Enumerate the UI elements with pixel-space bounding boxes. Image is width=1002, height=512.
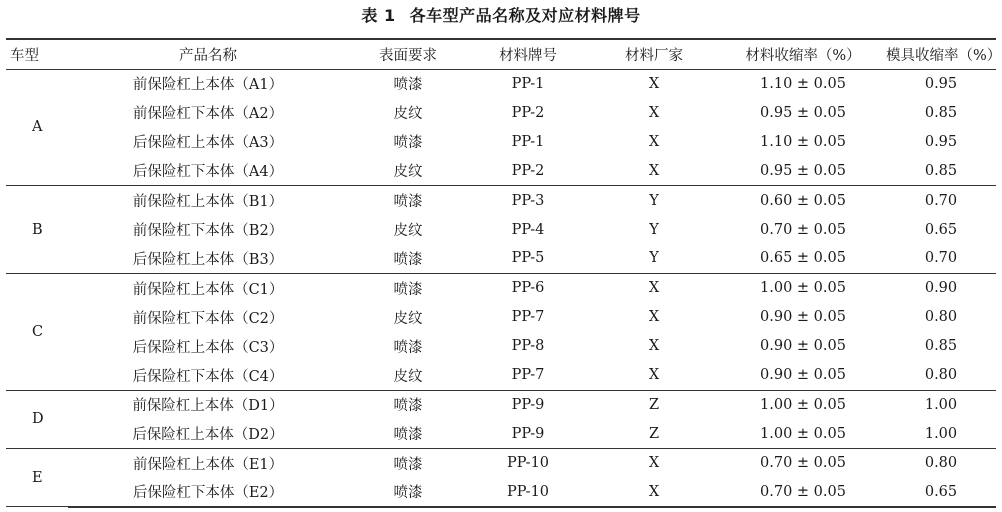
mold-shrinkage-cell: 0.85: [924, 338, 958, 355]
material-grade-cell: PP-3: [511, 192, 545, 209]
table-row: [6, 127, 996, 156]
material-grade-cell: PP-8: [511, 338, 545, 355]
manufacturer-cell: X: [588, 361, 720, 390]
header-surface: 表面要求: [348, 39, 468, 69]
surface-cell: 喷漆: [348, 244, 468, 273]
table-row: [6, 448, 996, 477]
header-product-name: 产品名称: [68, 39, 348, 69]
mold-shrinkage-cell: 0.65: [924, 221, 958, 238]
material-shrinkage-cell: 1.10 ± 0.05: [760, 75, 846, 92]
material-shrinkage-cell: 0.95 ± 0.05: [760, 104, 846, 121]
manufacturer-cell: Z: [588, 419, 720, 448]
mold-shrinkage-cell: 1.00: [924, 396, 958, 413]
product-name-cell: 前保险杠下本体（C2）: [132, 310, 284, 327]
manufacturer-cell: X: [588, 157, 720, 186]
material-shrinkage-cell: 0.70 ± 0.05: [760, 455, 846, 472]
material-grade-cell: PP-1: [511, 75, 545, 92]
product-name-cell: 后保险杠上本体（B3）: [68, 244, 348, 273]
table-number: 表 1: [361, 6, 396, 25]
manufacturer-cell: X: [648, 338, 660, 355]
product-name-cell: 后保险杠下本体（C4）: [68, 361, 348, 390]
product-name-cell: 前保险杠上本体（E1）: [132, 456, 284, 473]
manufacturer-cell: Z: [648, 396, 660, 413]
material-shrinkage-cell: 1.00 ± 0.05: [720, 419, 886, 448]
table-row: [6, 69, 996, 98]
material-shrinkage-cell: 0.90 ± 0.05: [760, 309, 846, 326]
surface-cell: 喷漆: [393, 398, 423, 415]
mold-shrinkage-cell: 1.00: [886, 419, 996, 448]
table-row: [6, 303, 996, 332]
material-shrinkage-cell: 1.10 ± 0.05: [760, 133, 846, 150]
material-shrinkage-cell: 0.70 ± 0.05: [720, 478, 886, 507]
product-name-cell: 前保险杠上本体（D1）: [132, 398, 284, 415]
mold-shrinkage-cell: 0.85: [886, 157, 996, 186]
table-row: [6, 361, 996, 390]
material-grade-cell: PP-10: [468, 478, 588, 507]
mold-shrinkage-cell: 0.80: [886, 361, 996, 390]
table-row: [6, 419, 996, 448]
header-material-shrinkage: 材料收缩率（%）: [720, 39, 886, 69]
surface-cell: 皮纹: [393, 223, 423, 240]
material-shrinkage-cell: 0.60 ± 0.05: [760, 192, 846, 209]
product-name-cell: 后保险杠上本体（A3）: [132, 135, 284, 152]
product-name-cell: 后保险杠上本体（C3）: [132, 339, 284, 356]
surface-cell: 喷漆: [393, 456, 423, 473]
product-name-cell: 后保险杠上本体（D2）: [68, 419, 348, 448]
material-grade-cell: PP-5: [468, 244, 588, 273]
mold-shrinkage-cell: 0.90: [924, 280, 958, 297]
surface-cell: 皮纹: [348, 361, 468, 390]
model-cell: C: [6, 273, 68, 390]
mold-shrinkage-cell: 0.70: [924, 192, 958, 209]
material-shrinkage-cell: 0.90 ± 0.05: [760, 338, 846, 355]
material-shrinkage-cell: 0.65 ± 0.05: [720, 244, 886, 273]
model-cell: B: [6, 186, 68, 274]
model-cell: E: [6, 448, 68, 506]
manufacturer-cell: X: [588, 478, 720, 507]
material-grade-cell: PP-2: [511, 104, 545, 121]
manufacturer-cell: X: [648, 104, 660, 121]
material-grade-cell: PP-9: [468, 419, 588, 448]
table-row: [6, 98, 996, 127]
manufacturer-cell: X: [648, 133, 660, 150]
mold-shrinkage-cell: 0.95: [924, 75, 958, 92]
product-name-cell: 前保险杠上本体（B1）: [132, 194, 284, 211]
table-row: [6, 244, 996, 273]
surface-cell: 皮纹: [393, 310, 423, 327]
material-grade-cell: PP-4: [511, 221, 545, 238]
table-caption: [0, 4, 1002, 28]
manufacturer-cell: X: [648, 280, 660, 297]
material-shrinkage-cell: 1.00 ± 0.05: [760, 396, 846, 413]
mold-shrinkage-cell: 0.65: [886, 478, 996, 507]
header-mold-shrinkage: 模具收缩率（%）: [886, 39, 996, 69]
manufacturer-cell: X: [648, 455, 660, 472]
table-row: [6, 332, 996, 361]
material-grade-cell: PP-10: [506, 455, 550, 472]
mold-shrinkage-cell: 0.80: [924, 455, 958, 472]
table-row: [6, 478, 996, 507]
mold-shrinkage-cell: 0.80: [924, 309, 958, 326]
table-row: [6, 157, 996, 186]
surface-cell: 喷漆: [393, 135, 423, 152]
surface-cell: 喷漆: [348, 478, 468, 507]
header-row: [6, 39, 996, 69]
manufacturer-cell: Y: [588, 244, 720, 273]
product-material-table: [6, 38, 1002, 508]
header-model: 车型: [6, 39, 68, 69]
header-manufacturer: 材料厂家: [588, 39, 720, 69]
product-name-cell: 前保险杠上本体（C1）: [132, 281, 284, 298]
material-grade-cell: PP-6: [511, 280, 545, 297]
product-name-cell: 后保险杠下本体（A4）: [68, 157, 348, 186]
product-name-cell: 后保险杠下本体（E2）: [68, 478, 348, 507]
material-grade-cell: PP-2: [468, 157, 588, 186]
table-body: [6, 69, 996, 507]
material-grade-cell: PP-7: [468, 361, 588, 390]
mold-shrinkage-cell: 0.95: [924, 133, 958, 150]
table-row: [6, 390, 996, 419]
table-row: [6, 186, 996, 215]
surface-cell: 喷漆: [393, 339, 423, 356]
model-cell: A: [6, 69, 68, 186]
material-grade-cell: PP-9: [511, 396, 545, 413]
manufacturer-cell: X: [648, 75, 660, 92]
header-material-grade: 材料牌号: [468, 39, 588, 69]
surface-cell: 喷漆: [348, 419, 468, 448]
surface-cell: 皮纹: [393, 106, 423, 123]
model-cell: D: [6, 390, 68, 448]
surface-cell: 喷漆: [393, 194, 423, 211]
product-name-cell: 前保险杠下本体（A2）: [132, 106, 284, 123]
manufacturer-cell: Y: [649, 192, 659, 209]
table-title: 各车型产品名称及对应材料牌号: [409, 6, 641, 25]
surface-cell: 喷漆: [393, 77, 423, 94]
table-row: [6, 215, 996, 244]
surface-cell: 喷漆: [393, 281, 423, 298]
material-shrinkage-cell: 0.90 ± 0.05: [720, 361, 886, 390]
material-shrinkage-cell: 0.70 ± 0.05: [760, 221, 846, 238]
product-name-cell: 前保险杠下本体（B2）: [132, 223, 284, 240]
product-name-cell: 前保险杠上本体（A1）: [132, 77, 284, 94]
material-grade-cell: PP-1: [511, 133, 545, 150]
mold-shrinkage-cell: 0.70: [886, 244, 996, 273]
surface-cell: 皮纹: [348, 157, 468, 186]
manufacturer-cell: X: [648, 309, 660, 326]
material-shrinkage-cell: 1.00 ± 0.05: [760, 280, 846, 297]
table-row: [6, 273, 996, 302]
manufacturer-cell: Y: [649, 221, 659, 238]
material-shrinkage-cell: 0.95 ± 0.05: [720, 157, 886, 186]
mold-shrinkage-cell: 0.85: [924, 104, 958, 121]
material-grade-cell: PP-7: [511, 309, 545, 326]
